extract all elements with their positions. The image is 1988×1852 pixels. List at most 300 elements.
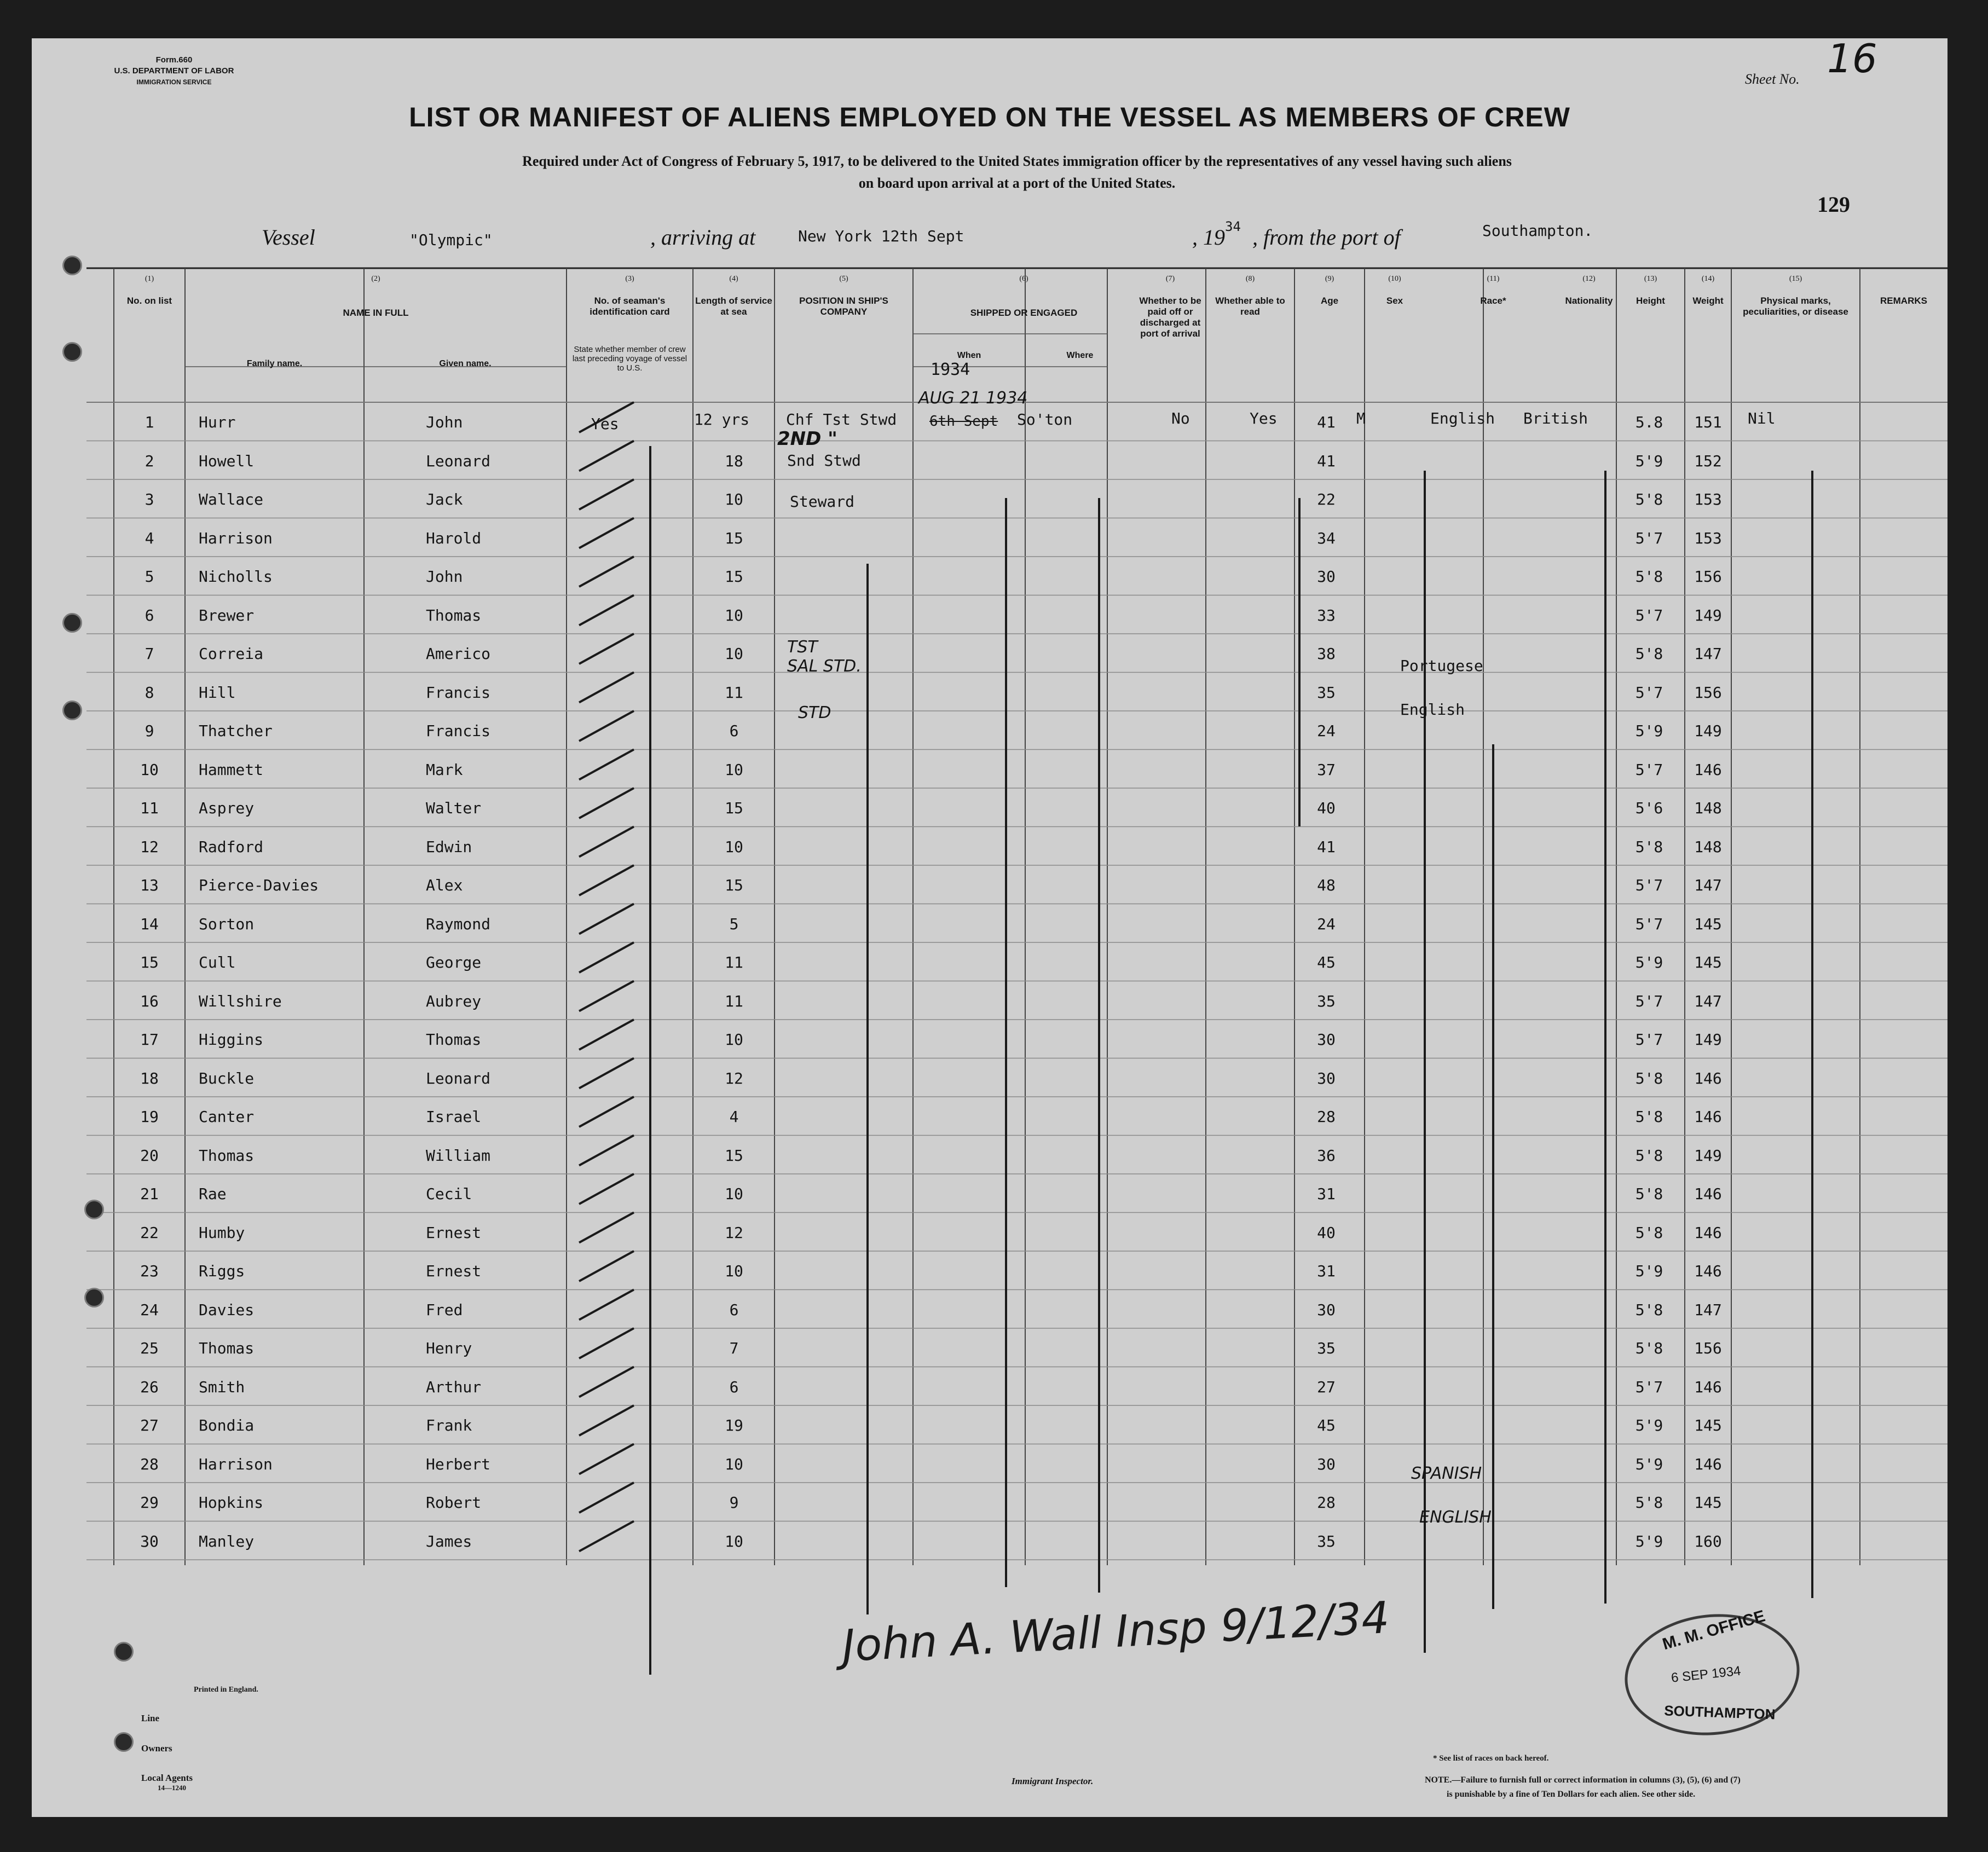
- cell-height: 5'7: [1635, 1031, 1663, 1049]
- ditto-slash: [579, 1020, 634, 1050]
- cell-height: 5'8: [1635, 645, 1663, 663]
- penalty-note-line-2: is punishable by a fine of Ten Dollars for each alien. See other side.: [1447, 1790, 1696, 1799]
- ditto-slash: [579, 827, 634, 857]
- cell-no: 30: [140, 1532, 159, 1550]
- form-number-text: Form.660: [155, 55, 193, 65]
- column-number: (4): [729, 275, 738, 283]
- cell-no: 23: [140, 1262, 159, 1280]
- column-number: (2): [371, 275, 380, 283]
- ditto-slash: [579, 865, 634, 895]
- column-header: Nationality: [1565, 296, 1613, 306]
- cell-given: Frank: [426, 1416, 472, 1434]
- ditto-slash: [579, 1290, 634, 1320]
- cell-service: 15: [725, 568, 743, 586]
- cell-family: Sorton: [199, 915, 255, 933]
- cell-no: 8: [145, 683, 154, 702]
- cell-height: 5'7: [1635, 992, 1663, 1010]
- cell-height: 5'9: [1635, 1455, 1663, 1473]
- cell-family: Howell: [199, 452, 255, 470]
- column-number: (5): [839, 275, 848, 283]
- cell-no: 4: [145, 529, 154, 547]
- column-header: Length of service at sea: [695, 296, 772, 317]
- cell-height: 5'6: [1635, 799, 1663, 817]
- cell-no: 18: [140, 1069, 159, 1087]
- ditto-slash: [579, 1367, 634, 1397]
- cell-given: Leonard: [426, 1069, 491, 1087]
- cell-weight: 145: [1694, 1494, 1722, 1512]
- cell-weight: 153: [1694, 529, 1722, 547]
- cell-service: 9: [729, 1494, 739, 1512]
- cell-height: 5'9: [1635, 953, 1663, 971]
- cell-service: 11: [725, 953, 743, 971]
- column-number: (1): [145, 275, 154, 283]
- ditto-slash: [579, 479, 634, 510]
- cell-age: 30: [1317, 1069, 1336, 1087]
- cell-weight: 145: [1694, 953, 1722, 971]
- cell-no: 1: [145, 413, 154, 431]
- cell-family: Smith: [199, 1378, 245, 1396]
- name-sub-given: Given name.: [439, 359, 492, 368]
- cell-family: Hurr: [199, 413, 236, 431]
- cell-family: Rae: [199, 1185, 227, 1203]
- cell-given: Raymond: [426, 915, 491, 933]
- service-row-1: 12 yrs: [694, 410, 750, 429]
- cell-no: 15: [140, 953, 159, 971]
- cell-given: Henry: [426, 1339, 472, 1357]
- cell-given: Leonard: [426, 452, 491, 470]
- cell-weight: 146: [1694, 760, 1722, 779]
- cell-height: 5'8: [1635, 490, 1663, 508]
- local-agents: [141, 1773, 193, 1793]
- cell-age: 36: [1317, 1146, 1336, 1165]
- cell-height: 5'7: [1635, 915, 1663, 933]
- cell-service: 10: [725, 645, 743, 663]
- name-sub-family: Family name.: [246, 359, 303, 368]
- cell-age: 30: [1317, 1031, 1336, 1049]
- ditto-slash: [579, 1251, 634, 1281]
- cell-age: 48: [1317, 876, 1336, 894]
- column-number: (15): [1789, 275, 1802, 283]
- cell-service: 12: [725, 1223, 743, 1242]
- cell-no: 6: [145, 606, 154, 624]
- cell-age: 34: [1317, 529, 1336, 547]
- cell-height: 5'9: [1635, 1416, 1663, 1434]
- position-row-7-line-2: SAL STD.: [787, 657, 862, 676]
- ditto-slash: [579, 981, 634, 1011]
- shipped-sub-where: Where: [1066, 351, 1094, 360]
- ditto-slash: [579, 1174, 634, 1204]
- column-header: NAME IN FULL: [343, 308, 409, 318]
- stamp-top-text: M. M. OFFICE: [1660, 1607, 1767, 1654]
- cell-age: 27: [1317, 1378, 1336, 1396]
- cell-given: William: [426, 1146, 491, 1165]
- column-header: Weight: [1692, 296, 1724, 306]
- ditto-slash: [579, 673, 634, 703]
- cell-service: 15: [725, 529, 743, 547]
- cell-weight: 152: [1694, 452, 1722, 470]
- binder-hole: [62, 256, 82, 275]
- ditto-slash: [579, 518, 634, 548]
- cell-age: 35: [1317, 683, 1336, 702]
- cell-weight: 149: [1694, 722, 1722, 740]
- cell-service: 15: [725, 1146, 743, 1165]
- cell-no: 16: [140, 992, 159, 1010]
- cell-age: 24: [1317, 722, 1336, 740]
- cell-height: 5.8: [1635, 413, 1663, 431]
- cell-weight: 145: [1694, 915, 1722, 933]
- cell-height: 5'8: [1635, 1185, 1663, 1203]
- cell-weight: 156: [1694, 683, 1722, 702]
- cell-no: 2: [145, 452, 154, 470]
- from-port-label: , from the port of: [1252, 225, 1401, 250]
- cell-age: 28: [1317, 1108, 1336, 1126]
- cell-weight: 147: [1694, 1300, 1722, 1319]
- cell-age: 35: [1317, 1532, 1336, 1550]
- column-header: Age: [1320, 296, 1339, 306]
- cell-weight: 146: [1694, 1108, 1722, 1126]
- cell-family: Thomas: [199, 1146, 255, 1165]
- inspector-signature: John A. Wall Insp 9/12/34: [841, 1591, 1391, 1672]
- immigrant-inspector-label: Immigrant Inspector.: [1012, 1776, 1094, 1786]
- ditto-slash: [579, 788, 634, 818]
- cell-family: Humby: [199, 1223, 245, 1242]
- race-note: * See list of races on back hereof.: [1433, 1754, 1549, 1763]
- position-row-8-hand: STD: [798, 703, 831, 722]
- cell-height: 5'8: [1635, 1146, 1663, 1165]
- cell-age: 45: [1317, 1416, 1336, 1434]
- cell-given: George: [426, 953, 482, 971]
- stamp-bottom-text: SOUTHAMPTON: [1663, 1702, 1776, 1723]
- cell-weight: 146: [1694, 1455, 1722, 1473]
- local-agents-label: Local Agents: [141, 1773, 193, 1783]
- cell-family: Asprey: [199, 799, 255, 817]
- cell-family: Bondia: [199, 1416, 255, 1434]
- sheet-no-label: Sheet No.: [1745, 71, 1800, 87]
- cell-family: Pierce-Davies: [199, 876, 319, 894]
- printed-in: Printed in England.: [194, 1686, 258, 1694]
- cell-family: Hill: [199, 683, 236, 702]
- ditto-slash: [579, 1097, 634, 1127]
- column-header: Physical marks, peculiarities, or disease: [1743, 296, 1848, 317]
- ditto-slash: [579, 904, 634, 934]
- cell-no: 13: [140, 876, 159, 894]
- binder-hole: [114, 1732, 134, 1752]
- cell-service: 11: [725, 683, 743, 702]
- cell-service: 10: [725, 1262, 743, 1280]
- cell-given: Herbert: [426, 1455, 491, 1473]
- column-header: No. on list: [126, 296, 172, 306]
- cell-given: Americo: [426, 645, 491, 663]
- physical-marks: Nil: [1748, 409, 1776, 427]
- cell-age: 30: [1317, 1455, 1336, 1473]
- vessel-label: Vessel: [262, 225, 315, 250]
- cell-weight: 149: [1694, 1031, 1722, 1049]
- paid-off: No: [1171, 409, 1190, 427]
- ditto-slash: [579, 1213, 634, 1243]
- cell-age: 33: [1317, 606, 1336, 624]
- shipped-where: So'ton: [1017, 410, 1073, 429]
- cell-no: 22: [140, 1223, 159, 1242]
- year-prefix: , 19: [1192, 225, 1225, 250]
- penalty-note-line-1: NOTE.—Failure to furnish full or correct information in columns (3), (5), (6) and (7): [1425, 1775, 1741, 1785]
- race-row-8: English: [1400, 701, 1465, 719]
- cell-no: 26: [140, 1378, 159, 1396]
- cell-age: 35: [1317, 992, 1336, 1010]
- subtitle-line-2: on board upon arrival at a port of the United States.: [858, 175, 1176, 191]
- cell-age: 45: [1317, 953, 1336, 971]
- page-title: LIST OR MANIFEST OF ALIENS EMPLOYED ON THE VESSEL AS MEMBERS OF CREW: [409, 102, 1570, 132]
- cell-service: 6: [729, 722, 739, 740]
- cell-given: Ernest: [426, 1223, 482, 1242]
- column-header: SHIPPED OR ENGAGED: [970, 308, 1078, 318]
- cell-family: Nicholls: [199, 568, 273, 586]
- shipped-sub-when: When: [957, 351, 981, 360]
- race-row-7: Portugese: [1400, 657, 1483, 675]
- ditto-slash: [579, 711, 634, 741]
- column-number: (12): [1582, 275, 1596, 283]
- cell-service: 5: [729, 915, 739, 933]
- cell-family: Buckle: [199, 1069, 255, 1087]
- cell-given: Francis: [426, 683, 491, 702]
- cell-service: 10: [725, 760, 743, 779]
- column-header: Whether able to read: [1215, 296, 1285, 317]
- cell-weight: 153: [1694, 490, 1722, 508]
- column-number: (8): [1245, 275, 1255, 283]
- cell-weight: 156: [1694, 568, 1722, 586]
- position-row-7-hand: [787, 638, 862, 676]
- cell-family: Thomas: [199, 1339, 255, 1357]
- cell-service: 10: [725, 1455, 743, 1473]
- cell-age: 30: [1317, 568, 1336, 586]
- cell-service: 6: [729, 1378, 739, 1396]
- cell-service: 10: [725, 1031, 743, 1049]
- cell-service: 10: [725, 490, 743, 508]
- position-row-1: Chf Tst Stwd: [786, 410, 897, 429]
- cell-service: 6: [729, 1300, 739, 1319]
- form-code: 14—1240: [158, 1784, 186, 1792]
- cell-given: John: [426, 568, 463, 586]
- cell-given: James: [426, 1532, 472, 1550]
- penalty-note: [1425, 1773, 1917, 1802]
- cell-weight: 147: [1694, 645, 1722, 663]
- arrival-place-date: New York 12th Sept: [798, 227, 964, 245]
- cell-no: 5: [145, 568, 154, 586]
- cell-family: Cull: [199, 953, 236, 971]
- arriving-label: , arriving at: [650, 225, 756, 250]
- cell-no: 19: [140, 1108, 159, 1126]
- id-card-row-1: Yes: [591, 415, 619, 433]
- column-header: Sex: [1386, 296, 1403, 306]
- cell-weight: 146: [1694, 1378, 1722, 1396]
- cell-family: Wallace: [199, 490, 264, 508]
- cell-service: 11: [725, 992, 743, 1010]
- ditto-slash: [579, 1483, 634, 1513]
- cell-service: 10: [725, 1532, 743, 1550]
- cell-age: 30: [1317, 1300, 1336, 1319]
- ditto-slash: [579, 1521, 634, 1552]
- cell-no: 11: [140, 799, 159, 817]
- binder-hole: [114, 1642, 134, 1662]
- cell-weight: 147: [1694, 992, 1722, 1010]
- cell-weight: 149: [1694, 1146, 1722, 1165]
- manifest-sheet: [32, 38, 1947, 1817]
- cell-height: 5'8: [1635, 1339, 1663, 1357]
- page-code: 129: [1817, 192, 1850, 217]
- subtitle-line-1: Required under Act of Congress of February 5, 1917, to be delivered to the United States immigration officer by the representatives of any vessel having such aliens: [522, 153, 1512, 169]
- cell-given: Israel: [426, 1108, 482, 1126]
- cell-given: Cecil: [426, 1185, 472, 1203]
- ditto-slash: [579, 1405, 634, 1436]
- cell-no: 10: [140, 760, 159, 779]
- cell-height: 5'8: [1635, 1069, 1663, 1087]
- cell-no: 21: [140, 1185, 159, 1203]
- ditto-slash: [579, 441, 634, 471]
- shipped-date-typed: 6th Sept: [929, 413, 998, 430]
- cell-height: 5'7: [1635, 760, 1663, 779]
- column-header: Race*: [1480, 296, 1506, 306]
- cell-given: Jack: [426, 490, 463, 508]
- department-text: U.S. DEPARTMENT OF LABOR: [114, 66, 234, 76]
- cell-age: 35: [1317, 1339, 1336, 1357]
- cell-family: Hopkins: [199, 1494, 264, 1512]
- column-number: (10): [1388, 275, 1401, 283]
- column-header: No. of seaman's identification card: [590, 296, 670, 317]
- cell-no: 7: [145, 645, 154, 663]
- cell-weight: 156: [1694, 1339, 1722, 1357]
- column-number: (6): [1019, 275, 1028, 283]
- cell-given: Ernest: [426, 1262, 482, 1280]
- cell-family: Canter: [199, 1108, 255, 1126]
- cell-given: John: [426, 413, 463, 431]
- cell-age: 40: [1317, 799, 1336, 817]
- cell-given: Walter: [426, 799, 482, 817]
- ditto-slash: [579, 1328, 634, 1358]
- cell-height: 5'9: [1635, 1532, 1663, 1550]
- race-row-27: SPANISH: [1411, 1464, 1482, 1483]
- position-row-2: Snd Stwd: [787, 452, 861, 470]
- year-suffix: 34: [1225, 219, 1241, 234]
- cell-age: 28: [1317, 1494, 1336, 1512]
- cell-family: Davies: [199, 1300, 255, 1319]
- column-header: Whether to be paid off or discharged at port of arrival: [1139, 296, 1201, 339]
- cell-family: Willshire: [199, 992, 282, 1010]
- cell-height: 5'7: [1635, 529, 1663, 547]
- cell-given: Arthur: [426, 1378, 482, 1396]
- cell-weight: 146: [1694, 1069, 1722, 1087]
- cell-no: 27: [140, 1416, 159, 1434]
- cell-age: 22: [1317, 490, 1336, 508]
- cell-weight: 146: [1694, 1223, 1722, 1242]
- sex: M: [1356, 409, 1366, 427]
- cell-age: 31: [1317, 1262, 1336, 1280]
- cell-given: Robert: [426, 1494, 482, 1512]
- cell-age: 24: [1317, 915, 1336, 933]
- cell-family: Correia: [199, 645, 264, 663]
- cell-age: 41: [1317, 452, 1336, 470]
- cell-height: 5'8: [1635, 1300, 1663, 1319]
- cell-weight: 148: [1694, 799, 1722, 817]
- cell-height: 5'8: [1635, 837, 1663, 856]
- cell-height: 5'8: [1635, 1223, 1663, 1242]
- race-row-28: ENGLISH: [1419, 1508, 1492, 1527]
- cell-weight: 146: [1694, 1185, 1722, 1203]
- cell-service: 18: [725, 452, 743, 470]
- cell-weight: 146: [1694, 1262, 1722, 1280]
- cell-weight: 151: [1694, 413, 1722, 431]
- vessel-name: "Olympic": [409, 231, 493, 249]
- cell-no: 25: [140, 1339, 159, 1357]
- cell-family: Radford: [199, 837, 264, 856]
- stamp-date-text: 6 SEP 1934: [1670, 1663, 1742, 1686]
- binder-hole: [62, 342, 82, 362]
- cell-family: Harrison: [199, 1455, 273, 1473]
- binder-hole: [84, 1200, 104, 1219]
- column-note: State whether member of crew last preceding voyage of vessel to U.S.: [572, 345, 687, 373]
- cell-height: 5'8: [1635, 1494, 1663, 1512]
- cell-family: Manley: [199, 1532, 255, 1550]
- cell-age: 38: [1317, 645, 1336, 663]
- cell-no: 12: [140, 837, 159, 856]
- cell-given: Harold: [426, 529, 482, 547]
- cell-no: 3: [145, 490, 154, 508]
- ditto-slash: [579, 942, 634, 973]
- cell-weight: 147: [1694, 876, 1722, 894]
- cell-no: 9: [145, 722, 154, 740]
- column-number: (11): [1487, 275, 1500, 283]
- cell-given: Aubrey: [426, 992, 482, 1010]
- cell-service: 4: [729, 1108, 739, 1126]
- cell-weight: 149: [1694, 606, 1722, 624]
- cell-height: 5'9: [1635, 722, 1663, 740]
- column-number: (14): [1701, 275, 1715, 283]
- cell-given: Mark: [426, 760, 463, 779]
- line-label: Line: [141, 1713, 160, 1723]
- race-row-1: English: [1430, 409, 1495, 427]
- ditto-slash: [579, 595, 634, 626]
- shipped-date-handwritten: AUG 21 1934: [918, 389, 1028, 408]
- cell-no: 20: [140, 1146, 159, 1165]
- cell-no: 29: [140, 1494, 159, 1512]
- binder-hole: [84, 1288, 104, 1307]
- nationality: British: [1523, 409, 1588, 427]
- column-header: Height: [1636, 296, 1665, 306]
- ditto-slash: [579, 557, 634, 587]
- cell-given: Edwin: [426, 837, 472, 856]
- cell-no: 17: [140, 1031, 159, 1049]
- cell-service: 7: [729, 1339, 739, 1357]
- service-text: IMMIGRATION SERVICE: [136, 78, 212, 86]
- cell-height: 5'7: [1635, 1378, 1663, 1396]
- cell-height: 5'9: [1635, 452, 1663, 470]
- cell-no: 28: [140, 1455, 159, 1473]
- cell-height: 5'9: [1635, 1262, 1663, 1280]
- ditto-slash: [579, 750, 634, 780]
- column-header: POSITION IN SHIP'S COMPANY: [799, 296, 888, 317]
- cell-family: Harrison: [199, 529, 273, 547]
- cell-service: 19: [725, 1416, 743, 1434]
- cell-weight: 148: [1694, 837, 1722, 856]
- position-row-7-line-1: TST: [787, 638, 818, 657]
- sheet-no-value: 16: [1827, 38, 1877, 82]
- cell-service: 15: [725, 799, 743, 817]
- column-header: REMARKS: [1880, 296, 1927, 306]
- cell-given: Francis: [426, 722, 491, 740]
- cell-height: 5'7: [1635, 606, 1663, 624]
- from-port: Southampton.: [1482, 222, 1593, 240]
- position-row-3: Steward: [790, 493, 855, 511]
- column-number: (3): [625, 275, 634, 283]
- column-number: (7): [1165, 275, 1175, 283]
